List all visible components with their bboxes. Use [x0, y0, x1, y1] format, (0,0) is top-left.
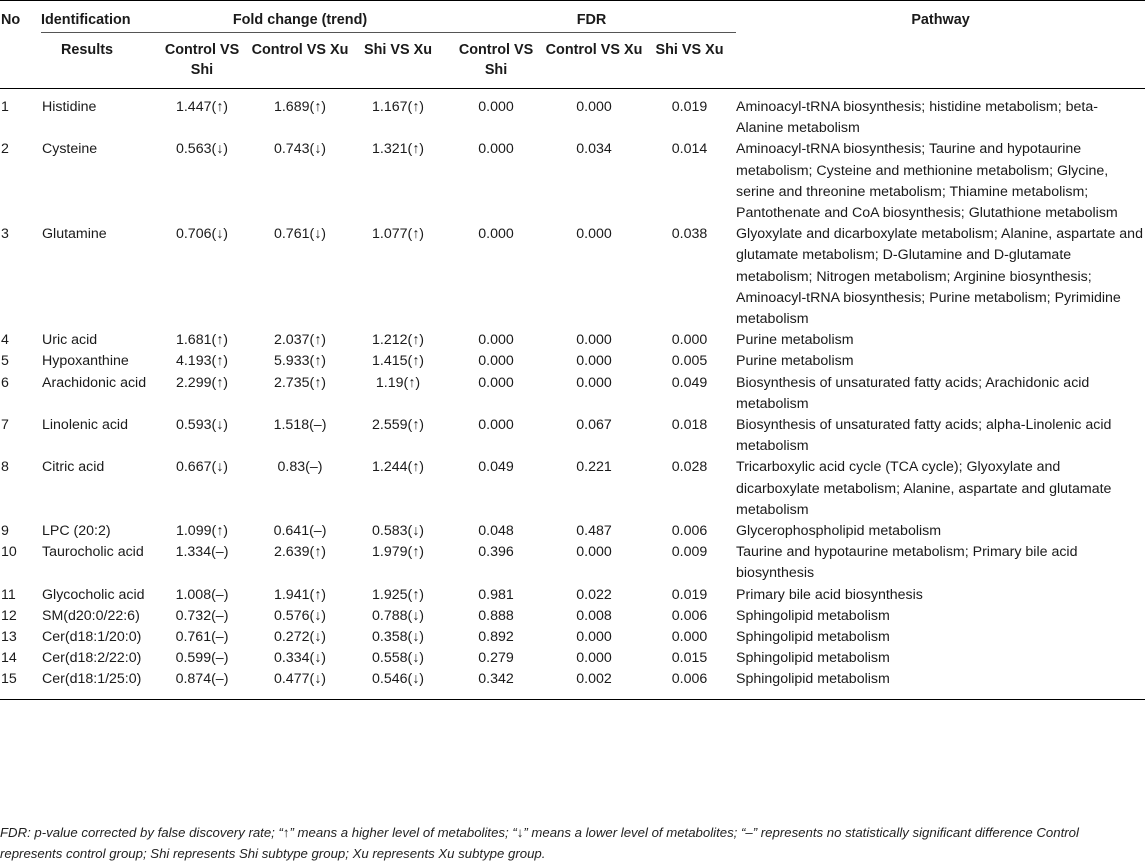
table-row	[0, 373, 1145, 415]
cell-fdr-control-vs-xu: 0.000	[576, 629, 612, 646]
cell-fc-shi-vs-xu: 1.077(↑)	[371, 226, 425, 243]
cell-no: 10	[1, 544, 17, 561]
cell-fdr-control-vs-xu: 0.000	[576, 650, 612, 667]
cell-fdr-shi-vs-xu: 0.006	[671, 523, 708, 540]
cell-fc-shi-vs-xu: 0.558(↓)	[371, 650, 425, 667]
header-fdr: FDR	[447, 1, 736, 33]
cell-pathway: Sphingolipid metabolism	[736, 669, 1145, 699]
cell-fdr-control-vs-shi: 0.892	[478, 629, 514, 646]
cell-pathway: Aminoacyl-tRNA biosynthesis; Taurine and hypotaurine metabolism; Cysteine and methionine metabolism; Glycine, serine and threonine metabolism; Thiamine metabolism; Pantothenate and CoA biosynthesis; Glutathione metabolism	[736, 141, 1118, 222]
cell-fc-control-vs-xu: 1.518(–)	[273, 417, 327, 434]
cell-fc-control-vs-xu: 0.576(↓)	[273, 607, 327, 624]
cell-identification: LPC (20:2)	[42, 523, 111, 540]
cell-fdr-shi-vs-xu: 0.028	[671, 459, 708, 476]
cell-fdr-control-vs-xu: 0.000	[576, 544, 612, 561]
cell-no: 8	[1, 459, 9, 476]
cell-fdr-shi-vs-xu: 0.049	[671, 374, 708, 391]
cell-fc-control-vs-shi: 0.874(–)	[153, 669, 251, 699]
cell-fdr-shi-vs-xu: 0.018	[671, 417, 708, 434]
cell-fc-control-vs-xu: 1.689(↑)	[273, 99, 327, 115]
cell-fc-control-vs-xu: 0.83(–)	[277, 459, 323, 476]
cell-fc-shi-vs-xu: 1.925(↑)	[371, 586, 425, 603]
cell-no: 3	[1, 226, 9, 243]
cell-fc-control-vs-xu: 0.761(↓)	[273, 226, 327, 243]
cell-fdr-shi-vs-xu: 0.005	[671, 353, 708, 370]
header-no: No	[0, 1, 41, 89]
table-row	[0, 627, 1145, 648]
cell-fdr-control-vs-xu: 0.221	[576, 459, 612, 476]
cell-fc-control-vs-shi: 0.667(↓)	[175, 459, 229, 476]
cell-fdr-control-vs-shi: 0.000	[478, 353, 514, 370]
cell-fdr-control-vs-xu: 0.000	[576, 353, 612, 370]
cell-no: 12	[1, 607, 17, 624]
table-row	[0, 669, 1145, 699]
cell-fc-shi-vs-xu: 1.321(↑)	[371, 141, 425, 158]
cell-fc-shi-vs-xu: 1.979(↑)	[371, 544, 425, 561]
cell-fdr-control-vs-xu: 0.000	[576, 99, 612, 115]
cell-fc-control-vs-xu: 0.272(↓)	[273, 629, 327, 646]
cell-pathway: Primary bile acid biosynthesis	[736, 586, 923, 603]
cell-fc-control-vs-shi: 0.732(–)	[175, 607, 229, 624]
cell-fdr-control-vs-shi: 0.981	[478, 586, 514, 603]
cell-no: 1	[1, 99, 9, 115]
cell-identification: Taurocholic acid	[42, 544, 144, 561]
table-row	[0, 351, 1145, 372]
cell-identification: Citric acid	[42, 459, 105, 476]
cell-fdr-shi-vs-xu: 0.019	[671, 99, 708, 115]
cell-no: 5	[1, 353, 9, 370]
cell-no: 9	[1, 523, 9, 540]
cell-fc-control-vs-shi: 1.008(–)	[175, 586, 229, 603]
cell-fc-control-vs-shi: 0.593(↓)	[175, 417, 229, 434]
cell-no: 7	[1, 417, 9, 434]
cell-identification: Cysteine	[42, 141, 98, 158]
cell-pathway: Glycerophospholipid metabolism	[736, 523, 942, 540]
cell-fc-control-vs-shi: 1.681(↑)	[175, 332, 229, 349]
cell-no: 14	[1, 650, 17, 667]
cell-fdr-shi-vs-xu: 0.014	[671, 141, 708, 158]
cell-pathway: Biosynthesis of unsaturated fatty acids; alpha-Linolenic acid metabolism	[736, 417, 1112, 455]
cell-fdr-shi-vs-xu: 0.006	[671, 607, 708, 624]
cell-fdr-control-vs-shi: 0.000	[478, 332, 514, 349]
cell-fc-control-vs-shi: 0.599(–)	[175, 650, 229, 667]
cell-fc-control-vs-shi: 0.563(↓)	[175, 141, 229, 158]
table-footnote: FDR: p-value corrected by false discovery rate; “↑” means a higher level of metabolites; “↓” means a lower level of metabolites; “–” represents no statistically significant difference Control represents control group; Shi represents Shi subtype group; Xu represents Xu subtype group.	[0, 825, 1079, 861]
cell-pathway: Taurine and hypotaurine metabolism; Primary bile acid biosynthesis	[736, 544, 1078, 582]
cell-fdr-control-vs-xu: 0.000	[576, 374, 612, 391]
cell-pathway: Tricarboxylic acid cycle (TCA cycle); Glyoxylate and dicarboxylate metabolism; Alanine, aspartate and glutamate metabolism	[736, 459, 1112, 518]
cell-fc-control-vs-xu: 0.743(↓)	[273, 141, 327, 158]
header-fdr-control-vs-xu: Control VS Xu	[545, 33, 643, 89]
cell-fc-shi-vs-xu: 2.559(↑)	[371, 417, 425, 434]
cell-fdr-control-vs-xu: 0.067	[576, 417, 612, 434]
table-row	[0, 542, 1145, 584]
table-row	[0, 415, 1145, 457]
table-row	[0, 224, 1145, 330]
cell-pathway: Purine metabolism	[736, 332, 854, 349]
cell-fc-control-vs-shi: 1.334(–)	[175, 544, 229, 561]
cell-fdr-control-vs-xu: 0.034	[576, 141, 612, 158]
cell-fc-control-vs-xu: 5.933(↑)	[273, 353, 327, 370]
cell-fdr-control-vs-xu: 0.000	[576, 226, 612, 243]
cell-fc-control-vs-shi: 2.299(↑)	[175, 374, 229, 391]
cell-no: 6	[1, 374, 9, 391]
cell-fdr-control-vs-shi: 0.888	[478, 607, 514, 624]
cell-fdr-shi-vs-xu: 0.000	[671, 629, 708, 646]
cell-pathway: Purine metabolism	[736, 353, 854, 370]
cell-fdr-control-vs-shi: 0.000	[478, 141, 514, 158]
table-row	[0, 648, 1145, 669]
cell-fdr-shi-vs-xu: 0.019	[671, 586, 708, 603]
header-fc-shi-vs-xu: Shi VS Xu	[349, 33, 447, 89]
cell-fc-control-vs-xu: 2.037(↑)	[273, 332, 327, 349]
table-row	[0, 585, 1145, 606]
cell-fdr-control-vs-shi: 0.048	[478, 523, 514, 540]
cell-pathway: Glyoxylate and dicarboxylate metabolism; Alanine, aspartate and glutamate metabolism; D-Glutamine and D-glutamate metabolism; Nitrogen metabolism; Arginine biosynthesis; Aminoacyl-tRNA biosynthesis; Purine metabolism; Pyrimidine metabolism	[736, 226, 1143, 328]
cell-fc-shi-vs-xu: 0.788(↓)	[371, 607, 425, 624]
cell-fdr-control-vs-xu: 0.022	[576, 586, 612, 603]
cell-identification: SM(d20:0/22:6)	[42, 607, 140, 624]
header-fc-control-vs-shi: Control VS Shi	[153, 33, 251, 89]
cell-fdr-control-vs-xu: 0.487	[576, 523, 612, 540]
cell-fc-control-vs-shi: 1.099(↑)	[175, 523, 229, 540]
cell-fc-shi-vs-xu: 1.19(↑)	[375, 374, 421, 391]
cell-fdr-shi-vs-xu: 0.015	[671, 650, 708, 667]
cell-fdr-control-vs-shi: 0.000	[478, 374, 514, 391]
cell-fc-shi-vs-xu: 1.212(↑)	[371, 332, 425, 349]
cell-fc-control-vs-shi: 1.447(↑)	[175, 99, 229, 115]
cell-fc-control-vs-shi: 4.193(↑)	[175, 353, 229, 370]
cell-fc-shi-vs-xu: 1.415(↑)	[371, 353, 425, 370]
header-fdr-control-vs-shi: Control VS Shi	[447, 33, 545, 89]
cell-fdr-control-vs-xu: 0.008	[576, 607, 612, 624]
cell-fdr-control-vs-shi: 0.279	[478, 650, 514, 667]
cell-fdr-control-vs-shi: 0.049	[478, 459, 514, 476]
cell-fdr-control-vs-shi: 0.000	[478, 226, 514, 243]
cell-fdr-shi-vs-xu: 0.038	[671, 226, 708, 243]
cell-fc-shi-vs-xu: 0.583(↓)	[371, 523, 425, 540]
cell-no: 15	[0, 669, 41, 699]
table-row	[0, 457, 1145, 521]
table-row	[0, 330, 1145, 351]
cell-fc-control-vs-xu: 1.941(↑)	[273, 586, 327, 603]
header-fc-control-vs-xu: Control VS Xu	[251, 33, 349, 89]
cell-fdr-control-vs-xu: 0.000	[576, 332, 612, 349]
cell-fc-control-vs-xu: 0.641(–)	[273, 523, 327, 540]
header-results: Results	[41, 33, 153, 89]
cell-fdr-control-vs-shi: 0.396	[478, 544, 514, 561]
cell-fc-control-vs-xu: 0.477(↓)	[251, 669, 349, 699]
table-header	[0, 1, 1145, 89]
cell-fdr-control-vs-shi: 0.000	[478, 99, 514, 115]
header-fdr-shi-vs-xu: Shi VS Xu	[643, 33, 736, 89]
table-body	[0, 89, 1145, 700]
cell-no: 11	[1, 586, 16, 603]
cell-fc-shi-vs-xu: 0.358(↓)	[371, 629, 425, 646]
cell-identification: Histidine	[42, 99, 97, 115]
header-identification: Identification	[41, 1, 153, 33]
cell-no: 4	[1, 332, 9, 349]
cell-identification: Glutamine	[42, 226, 107, 243]
cell-identification: Cer(d18:1/25:0)	[41, 669, 153, 699]
cell-fc-control-vs-xu: 0.334(↓)	[273, 650, 327, 667]
cell-identification: Cer(d18:1/20:0)	[42, 629, 142, 646]
cell-fdr-shi-vs-xu: 0.006	[643, 669, 736, 699]
cell-fc-shi-vs-xu: 1.167(↑)	[371, 99, 425, 115]
cell-identification: Arachidonic acid	[42, 374, 147, 391]
cell-fc-shi-vs-xu: 0.546(↓)	[349, 669, 447, 699]
cell-no: 13	[1, 629, 17, 646]
cell-fdr-control-vs-xu: 0.002	[545, 669, 643, 699]
table-row	[0, 606, 1145, 627]
cell-pathway: Sphingolipid metabolism	[736, 607, 890, 624]
header-fold-change: Fold change (trend)	[153, 1, 447, 33]
cell-pathway: Biosynthesis of unsaturated fatty acids; Arachidonic acid metabolism	[736, 374, 1090, 412]
cell-identification: Cer(d18:2/22:0)	[42, 650, 142, 667]
cell-fc-control-vs-shi: 0.706(↓)	[175, 226, 229, 243]
cell-fdr-control-vs-shi: 0.000	[478, 417, 514, 434]
table-row	[0, 521, 1145, 542]
cell-fc-control-vs-shi: 0.761(–)	[175, 629, 229, 646]
cell-identification: Hypoxanthine	[42, 353, 129, 370]
cell-pathway: Aminoacyl-tRNA biosynthesis; histidine metabolism; beta-Alanine metabolism	[736, 99, 1098, 137]
cell-fdr-control-vs-shi: 0.342	[447, 669, 545, 699]
cell-fc-control-vs-xu: 2.735(↑)	[273, 374, 327, 391]
cell-identification: Uric acid	[42, 332, 98, 349]
cell-no: 2	[1, 141, 9, 158]
header-pathway: Pathway	[736, 1, 1145, 89]
cell-fc-shi-vs-xu: 1.244(↑)	[371, 459, 425, 476]
cell-fdr-shi-vs-xu: 0.000	[671, 332, 708, 349]
cell-fc-control-vs-xu: 2.639(↑)	[273, 544, 327, 561]
table-row	[0, 89, 1145, 140]
cell-identification: Glycocholic acid	[42, 586, 145, 603]
cell-pathway: Sphingolipid metabolism	[736, 629, 890, 646]
cell-pathway: Sphingolipid metabolism	[736, 650, 890, 667]
cell-identification: Linolenic acid	[42, 417, 128, 434]
table-row	[0, 139, 1145, 224]
cell-fdr-shi-vs-xu: 0.009	[671, 544, 708, 561]
